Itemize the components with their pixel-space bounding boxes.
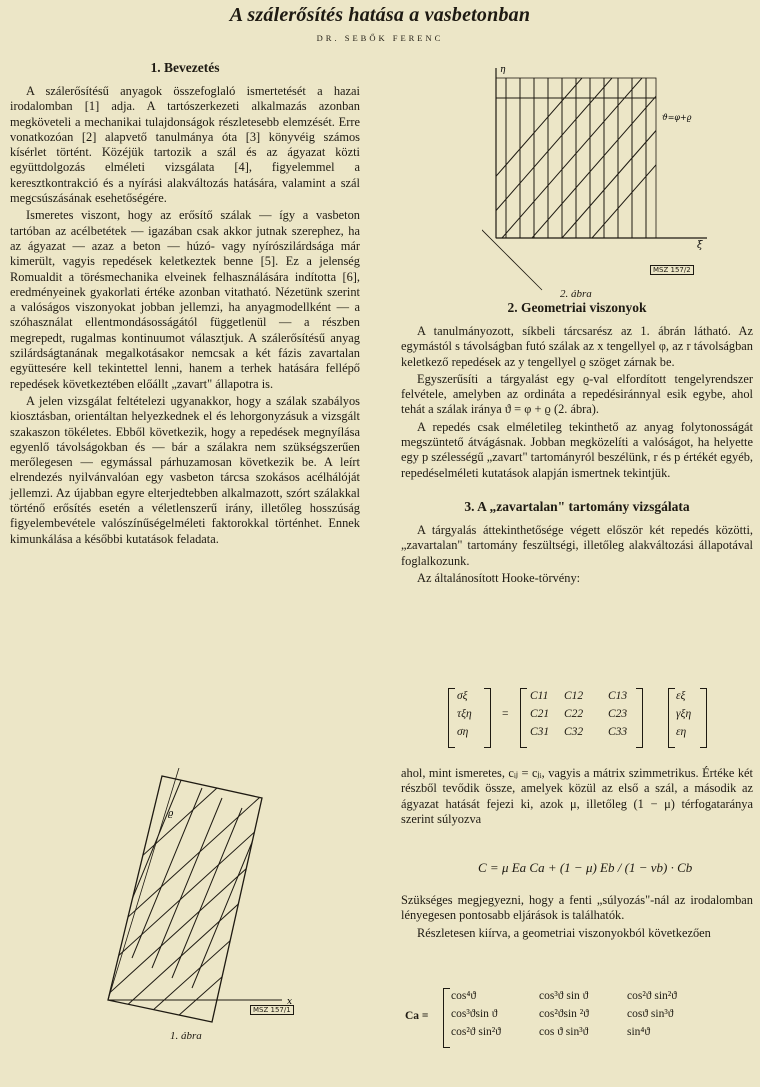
matrix-cell: cos²ϑsin ²ϑ: [539, 1008, 589, 1020]
hooke-rhs: εξ: [676, 690, 686, 702]
figure-2-tag: MSZ 157/2: [650, 265, 694, 275]
paragraph: Ismeretes viszont, hogy az erősítő szálak — így a vasbeton tartóban az acélbetétek — igazában csak akkor jutnak szerephez, ha az ágyazat — azaz a beton — húzó- vagy nyírószilárdsága már kimerült, vagyis repedések keletkeztek benne [5]. Ez a jelenség Romualdit a törésmechanika elveinek felhasználására indította [6], eredményeinek gyakorlati értéke azonban vitatható. Nézetünk szerint a valóságos viszonyokat jobban jellemzi, ha anyagmodellként — a szóhasználat ellentmondásosságától függetlenül — a részben megrepedt, rugalmas kontinuumot választjuk. A szálerősítésű anyag szilárdságtanának megalkotásakor nemcsak a két fázis zavartalan együttesére kell tekintettel lenni, hanem a terhek hatására fellépő repedések következtében előállt „zavart" állapotra is.: [10, 208, 360, 391]
matrix-cell: C33: [608, 726, 628, 738]
matrix-cell: cos ϑ sin³ϑ: [539, 1026, 589, 1038]
fig2-angle-label: ϑ=φ+ϱ: [662, 113, 692, 122]
matrix-cell: cos³ϑ sin ϑ: [539, 990, 589, 1002]
hooke-rhs: γξη: [676, 708, 692, 720]
matrix-cell: C22: [564, 708, 584, 720]
section-2-heading: 2. Geometriai viszonyok: [507, 300, 647, 315]
author-line: DR. SEBŐK FERENC: [316, 33, 444, 43]
paragraph: ahol, mint ismeretes, cᵢⱼ = cⱼᵢ, vagyis a mátrix szimmetrikus. Értéke két részből tevődik össze, amelyek közül az első a szál, a második az ágyazat hatását fejezi ki, azok μ, illetőleg (1 − μ) térfogataránya szerint súlyozva: [401, 766, 753, 826]
paragraph: A jelen vizsgálat feltételezi ugyanakkor, hogy a szálak szabályos kiosztásban, orientáltan helyezkednek el és lehorgonyzásuk a vizsgált szakaszon tökéletes. Ebből következik, hogy a repedések megnyílása egyenlő távolságokban és — bár a szálakra nem szükségszerűen merőlegesen — egymással párhuzamosan következik be. A leírt elrendezés nyilvánvalóan egy vasbeton tárcsa szokásos acélhálóját jellemzi. Az újabban egyre elterjedtebben alkalmazott, szórt szálakkal történő erősítés esetén a véletlenszerű irány, illetőleg hosszúság figyelembevétele valószínűségelméleti faktorokkal történhet. Ennek kimunkálása a későbbi kutatások feladata.: [10, 393, 360, 546]
figure-2-caption: 2. ábra: [560, 288, 592, 300]
matrix-cell: cosϑ sin³ϑ: [627, 1008, 674, 1020]
matrix-cell: cos²ϑ sin²ϑ: [451, 1026, 501, 1038]
matrix-cell: C21: [530, 708, 550, 720]
equals-sign: =: [502, 708, 509, 720]
hooke-lhs: σξ: [457, 690, 468, 702]
fig1-axis-x-label: x: [287, 997, 293, 1007]
right-column: [401, 300, 753, 586]
matrix-cell: C32: [564, 726, 584, 738]
left-column: [10, 60, 360, 547]
figure-2: [482, 60, 712, 300]
matrix-cell: C12: [564, 690, 584, 702]
matrix-cell: C31: [530, 726, 550, 738]
paragraph: Az általánosított Hooke-törvény:: [417, 570, 581, 585]
right-column-continued: [401, 766, 753, 827]
paragraph: Szükséges megjegyezni, hogy a fenti „súlyozás"-nál az irodalomban lényegesen pontosabb eljárások is találhatók.: [401, 893, 753, 923]
matrix-cell: cos³ϑsin ϑ: [451, 1008, 498, 1020]
figure-1-tag: MSZ 157/1: [250, 1005, 294, 1015]
fig2-axis-x-label: ξ: [697, 240, 703, 251]
ca-label: Ca =: [405, 1010, 429, 1022]
section-3-heading: 3. A „zavartalan" tartomány vizsgálata: [464, 498, 690, 514]
ca-matrix: [405, 988, 755, 1048]
hooke-rhs: εη: [676, 726, 687, 738]
hooke-equation: [448, 688, 728, 750]
section-1-heading: 1. Bevezetés: [150, 60, 220, 75]
weighted-formula: C = μ Ea Ca + (1 − μ) Eb / (1 − νb) · Cb: [478, 860, 693, 875]
paragraph: A tárgyalás áttekinthetősége végett először két repedés közötti, „zavartalan" tartomány feszültségi, illetőleg alakváltozási állapotával foglalkozunk.: [401, 522, 753, 568]
paragraph: A szálerősítésű anyagok összefoglaló ismertetését a hazai irodalomban [1] adja. A tartószerkezeti alkalmazás azonban megköveteli a mechanikai tulajdonságok részletesebb elemzését. Erre vonatkozóan [2] alapvető tanulmánya óta [3] könyvéig számos kísérlet történt. Közéjük tartozik a szál és az ágyazat közti együttdolgozás elméleti vizsgálata [4], figyelemmel a keresztkontrakció és a nyírási alakváltozás hatására, valamint a szál megcsúszásának esehetőségére.: [10, 84, 360, 206]
paper-title: A szálerősítés hatása a vasbetonban: [229, 4, 531, 26]
matrix-cell: sin⁴ϑ: [627, 1026, 651, 1038]
fig2-axis-y-label: η: [500, 65, 506, 75]
paragraph: A tanulmányozott, síkbeli tárcsarész az 1. ábrán látható. Az egymástól s távolságban futó szálak az x tengellyel φ, az r távolságban keletkező repedések az y tengellyel ϱ szöget zárnak be.: [401, 324, 753, 369]
paragraph: A repedés csak elméletileg tekinthető az anyag folytonosságát megszüntető átvágásnak. Jobban megközelíti a valóságot, ha helyette egy p szélességű „zavart" tartományról beszélünk, r és p értékét egyéb, repedéselméleti kutatások alapján ismertnek tekintjük.: [401, 419, 753, 480]
matrix-cell: cos²ϑ sin²ϑ: [627, 990, 677, 1002]
fig1-angle-label: ϱ: [168, 809, 174, 819]
figure-1-caption: 1. ábra: [170, 1030, 202, 1042]
hooke-lhs: ση: [457, 726, 469, 738]
hooke-lhs: τξη: [457, 708, 472, 720]
matrix-cell: C13: [608, 690, 628, 702]
matrix-cell: cos⁴ϑ: [451, 990, 477, 1002]
paragraph: Részletesen kiírva, a geometriai viszonyokból következően: [417, 925, 711, 940]
matrix-cell: C11: [530, 690, 549, 702]
right-column-continued: [401, 893, 753, 941]
paragraph: Egyszerűsíti a tárgyalást egy ϱ-val elfordított tengelyrendszer felvétele, amelyben az ordináta a repedésiránnyal esik egybe, ahol tehát a szálak iránya ϑ = φ + ϱ (2. ábra).: [401, 371, 753, 417]
matrix-cell: C23: [608, 708, 628, 720]
